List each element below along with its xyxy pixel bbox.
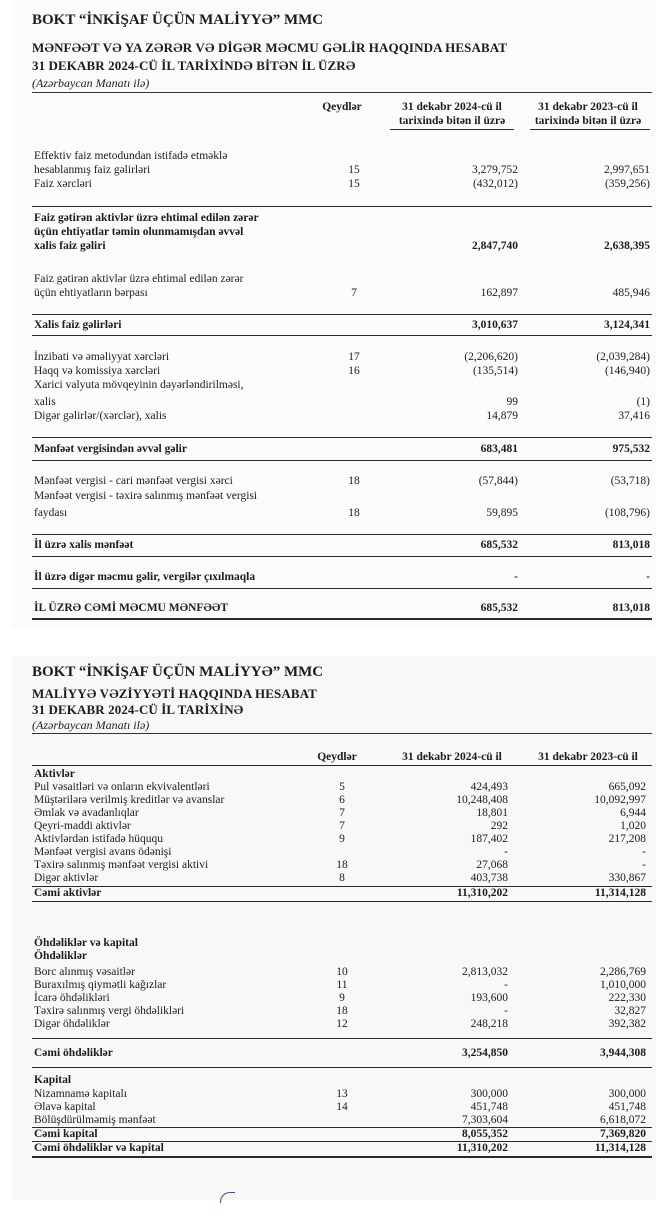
row-note: 17 [348,351,360,363]
report-date: 31 DEKABR 2024-CÜ İL TARİXİNƏ [32,702,244,717]
row-label: Mənfəət vergisi - cari mənfəət vergisi xərci [34,475,233,487]
row-value-2024: 685,532 [480,539,518,551]
report-period: 31 DEKABR 2024-CÜ İL TARİXİNDƏ BİTƏN İL ÜZRƏ [32,58,356,73]
row-label: Mənfəət vergisindən əvvəl gəlir [34,443,187,455]
row-value-2023: 330,867 [608,872,646,884]
row-value-2023: (146,940) [604,365,650,377]
row-note: 10 [336,966,348,978]
report-title: MƏNFƏƏT VƏ YA ZƏRƏR VƏ DİGƏR MƏCMU GƏLİR HAQQINDA HESABAT [32,40,508,55]
row-label: İnzibati və əməliyyat xərcləri [34,351,170,363]
row-label: Haqq və komissiya xərcləri [34,365,161,377]
row-label: Aktivlər [34,768,75,780]
row-note: 9 [339,833,345,845]
row-value-2023: 1,020 [620,820,646,832]
section-divider [32,1067,652,1068]
row-value-2024: 2,847,740 [472,240,518,252]
row-value-2023: 3,124,341 [604,319,650,331]
row-label: Digər gəlirlər/(xərclər), xalis [34,410,167,422]
row-value-2024: 14,879 [486,410,518,422]
row-note: 11 [336,979,348,991]
row-value-2024: (135,514) [472,365,518,377]
row-value-2023: 3,944,308 [600,1047,646,1059]
table-row [12,212,656,225]
row-value-2023: 392,382 [608,1018,646,1030]
table-row [12,178,656,191]
row-label: Nizamnamə kapitalı [34,1088,127,1100]
col-2024-header: 31 dekabr 2024-cü il [402,751,502,763]
table-row [12,1047,656,1060]
table-row [12,164,656,177]
row-label: üçün ehtiyatların bərpası [34,287,148,299]
row-value-2023: 665,092 [608,781,646,793]
row-value-2024: 292 [490,820,508,832]
table-row [12,273,656,286]
row-label: Bölüşdürülməmiş mənfəət [34,1114,156,1126]
section-divider [32,588,652,589]
col-2024-underline [390,129,514,130]
notes-column-header: Qeydlər [322,101,362,113]
row-label: Cəmi öhdəliklər və kapital [34,1142,164,1154]
table-row [12,351,656,364]
section-divider [32,556,652,557]
row-label: Cəmi kapital [34,1128,98,1140]
row-value-2024: 27,068 [476,859,508,871]
table-row [12,379,656,392]
section-divider [32,534,652,535]
row-label: Pul vəsaitləri və onların ekvivalentləri [34,781,210,793]
row-note: 13 [336,1088,348,1100]
row-value-2024: 162,897 [480,287,518,299]
table-row [12,807,656,820]
row-label: Digər öhdəliklər [34,1018,110,1030]
table-row [12,287,656,300]
table-row [12,992,656,1005]
table-row [12,781,656,794]
table-row [12,1128,656,1141]
section-divider [32,437,652,438]
header-divider [32,733,652,734]
table-row [12,1101,656,1114]
table-row [12,846,656,859]
row-value-2023: (1) [636,396,650,408]
row-value-2023: (53,718) [610,475,650,487]
row-value-2024: 403,738 [470,872,508,884]
section-divider [32,314,652,315]
section-divider [32,335,652,336]
section-divider [32,901,652,902]
row-note: 15 [348,164,360,176]
row-label: Əmlak və avadanlıqlar [34,807,139,819]
row-note: 18 [348,507,360,519]
row-note: 18 [336,1005,348,1017]
header-divider [32,92,652,93]
col-2024-header-line1: 31 dekabr 2024-cü il [402,101,502,113]
row-label: İcarə öhdəlikləri [34,992,110,1004]
row-value-2023: 10,092,997 [594,794,646,806]
row-value-2024: 2,813,032 [462,966,508,978]
row-note: 18 [348,475,360,487]
row-label: Faiz gətirən aktivlər üzrə ehtimal edilən zərər [34,273,244,285]
row-label: İl üzrə digər məcmu gəlir, vergilər çıxılmaqla [34,571,256,583]
row-value-2024: - [504,1005,508,1017]
row-value-2023: 451,748 [608,1101,646,1113]
row-value-2023: 32,827 [614,1005,646,1017]
table-row [12,396,656,409]
row-label: Müştərilərə verilmiş kreditlər və avanslar [34,794,225,806]
signature-mark [220,1192,235,1203]
row-note: 6 [339,794,345,806]
row-label: xalis [34,396,56,408]
row-label: hesablanmış faiz gəlirləri [34,164,151,176]
notes-column-header: Qeydlər [317,751,357,763]
row-note: 14 [336,1101,348,1113]
row-note: 9 [339,992,345,1004]
table-row [12,950,656,963]
row-label: Kapital [34,1074,72,1086]
row-note: 18 [336,859,348,871]
row-note: 16 [348,365,360,377]
col-2023-header-line1: 31 dekabr 2023-cü il [538,101,638,113]
row-value-2023: 6,944 [620,807,646,819]
row-label: xalis faiz gəliri [34,240,106,252]
table-row [12,443,656,456]
row-label: Mənfəət vergisi avans ödənişi [34,846,172,858]
total-double-underline [32,618,652,620]
table-row [12,1142,656,1155]
row-value-2023: 975,532 [612,443,650,455]
col-2023-underline [530,129,650,130]
row-label: Cəmi aktivlər [34,887,102,899]
table-row [12,1005,656,1018]
col-2024-header-line2: tarixində bitən il üzrə [398,115,506,127]
row-note: 12 [336,1018,348,1030]
row-value-2024: 451,748 [470,1101,508,1113]
table-row [12,571,656,584]
row-value-2024: (432,012) [472,178,518,190]
table-row [12,1088,656,1101]
table-row [12,979,656,992]
row-value-2024: 8,055,352 [462,1128,508,1140]
row-label: Effektiv faiz metodundan istifadə etməklə [34,150,228,162]
row-note: 5 [339,781,345,793]
table-row [12,887,656,900]
table-row [12,226,656,239]
row-value-2024: 18,801 [476,807,508,819]
currency-note: (Azərbaycan Manatı ilə) [32,76,150,90]
row-label: üçün ehtiyatlar təmin olunmamışdan əvvəl [34,226,244,238]
row-value-2024: 99 [506,396,518,408]
row-label: Buraxılmış qiymətli kağızlar [34,979,167,991]
row-label: Faiz gətirən aktivlər üzrə ehtimal edilən zərər [34,212,259,224]
row-label: Aktivlərdən istifadə hüququ [34,833,164,845]
row-value-2024: - [514,571,518,583]
row-value-2023: 1,010,000 [600,979,646,991]
section-divider [32,1038,652,1039]
row-value-2023: 11,314,128 [594,887,646,899]
table-row [12,539,656,552]
row-value-2024: 683,481 [480,443,518,455]
row-value-2023: 11,314,128 [594,1142,646,1154]
table-row [12,833,656,846]
table-row [12,820,656,833]
row-label: Digər aktivlər [34,872,99,884]
col-2023-header-line2: tarixində bitən il üzrə [534,115,642,127]
table-row [12,365,656,378]
row-value-2023: 2,286,769 [600,966,646,978]
table-row [12,966,656,979]
row-label: faydası [34,507,68,519]
table-row [12,794,656,807]
row-note: 7 [351,287,357,299]
row-value-2024: 248,218 [470,1018,508,1030]
row-label: Təxirə salınmış vergi öhdəlikləri [34,1005,185,1017]
row-value-2024: (2,206,620) [464,351,518,363]
row-label: Öhdəliklər [34,950,88,962]
row-value-2023: - [642,859,646,871]
balance-sheet-page [12,656,656,1200]
row-label: Faiz xərcləri [34,178,92,190]
row-value-2023: 813,018 [612,539,650,551]
row-note: 8 [339,872,345,884]
row-value-2024: 7,303,604 [462,1114,508,1126]
row-value-2023: 485,946 [612,287,650,299]
row-value-2023: 217,208 [608,833,646,845]
company-name: BOKT “İNKİŞAF ÜÇÜN MALİYYƏ” MMC [32,664,324,680]
row-value-2023: 300,000 [608,1088,646,1100]
table-row [12,507,656,520]
company-name: BOKT “İNKİŞAF ÜÇÜN MALİYYƏ” MMC [32,12,324,28]
row-value-2024: 193,600 [470,992,508,1004]
row-value-2024: 300,000 [470,1088,508,1100]
row-label: Borc alınmış vəsaitlər [34,966,135,978]
row-value-2024: 187,402 [470,833,508,845]
table-row [12,240,656,253]
table-row [12,490,656,503]
row-value-2023: (2,039,284) [596,351,650,363]
row-value-2024: 11,310,202 [456,1142,508,1154]
table-row [12,872,656,885]
section-divider [32,460,652,461]
row-note: 15 [348,178,360,190]
table-row [12,410,656,423]
row-note: 7 [339,820,345,832]
row-label: Cəmi öhdəliklər [34,1047,113,1059]
row-value-2024: 10,248,408 [456,794,508,806]
income-statement-page [12,0,656,628]
row-label: Öhdəliklər və kapital [34,937,138,949]
row-value-2024: (57,844) [478,475,518,487]
row-value-2023: (108,796) [604,507,650,519]
section-divider [32,765,652,766]
table-row [12,768,656,781]
total-double-underline [32,1156,652,1158]
row-value-2024: 59,895 [486,507,518,519]
row-label: Əlavə kapital [34,1101,96,1113]
row-value-2023: - [646,571,650,583]
row-value-2023: 222,330 [608,992,646,1004]
row-label: Mənfəət vergisi - təxirə salınmış mənfəət vergisi [34,490,258,502]
row-value-2024: 11,310,202 [456,887,508,899]
table-row [12,937,656,950]
row-value-2023: 2,997,651 [604,164,650,176]
row-label: Xarici valyuta mövqeyinin dəyərləndirilməsi, [34,379,244,391]
row-label: Qeyri-maddi aktivlər [34,820,131,832]
table-row [12,1114,656,1127]
row-value-2023: 2,638,395 [604,240,650,252]
row-note: 7 [339,807,345,819]
row-value-2024: 685,532 [480,602,518,614]
table-row [12,475,656,488]
table-row [12,602,656,615]
row-value-2024: 3,279,752 [472,164,518,176]
currency-note: (Azərbaycan Manatı ilə) [32,718,150,732]
row-value-2024: - [504,846,508,858]
row-value-2024: - [504,979,508,991]
section-divider [32,206,652,207]
table-row [12,319,656,332]
row-value-2023: 813,018 [612,602,650,614]
row-label: Təxirə salınmış mənfəət vergisi aktivi [34,859,209,871]
row-label: İL ÜZRƏ CƏMİ MƏCMU MƏNFƏƏT [34,602,229,614]
row-value-2023: (359,256) [604,178,650,190]
row-value-2024: 3,254,850 [462,1047,508,1059]
table-row [12,150,656,163]
row-value-2024: 424,493 [470,781,508,793]
row-value-2024: 3,010,637 [472,319,518,331]
row-value-2023: 7,369,820 [600,1128,646,1140]
row-label: Xalis faiz gəlirləri [34,319,122,331]
row-value-2023: 37,416 [618,410,650,422]
table-row [12,1018,656,1031]
row-label: İl üzrə xalis mənfəət [34,539,134,551]
col-2023-header: 31 dekabr 2023-cü il [538,751,638,763]
table-row [12,859,656,872]
row-value-2023: 6,618,072 [600,1114,646,1126]
report-title: MALİYYƏ VƏZİYYƏTİ HAQQINDA HESABAT [32,686,317,701]
table-row [12,1074,656,1087]
row-value-2023: - [642,846,646,858]
